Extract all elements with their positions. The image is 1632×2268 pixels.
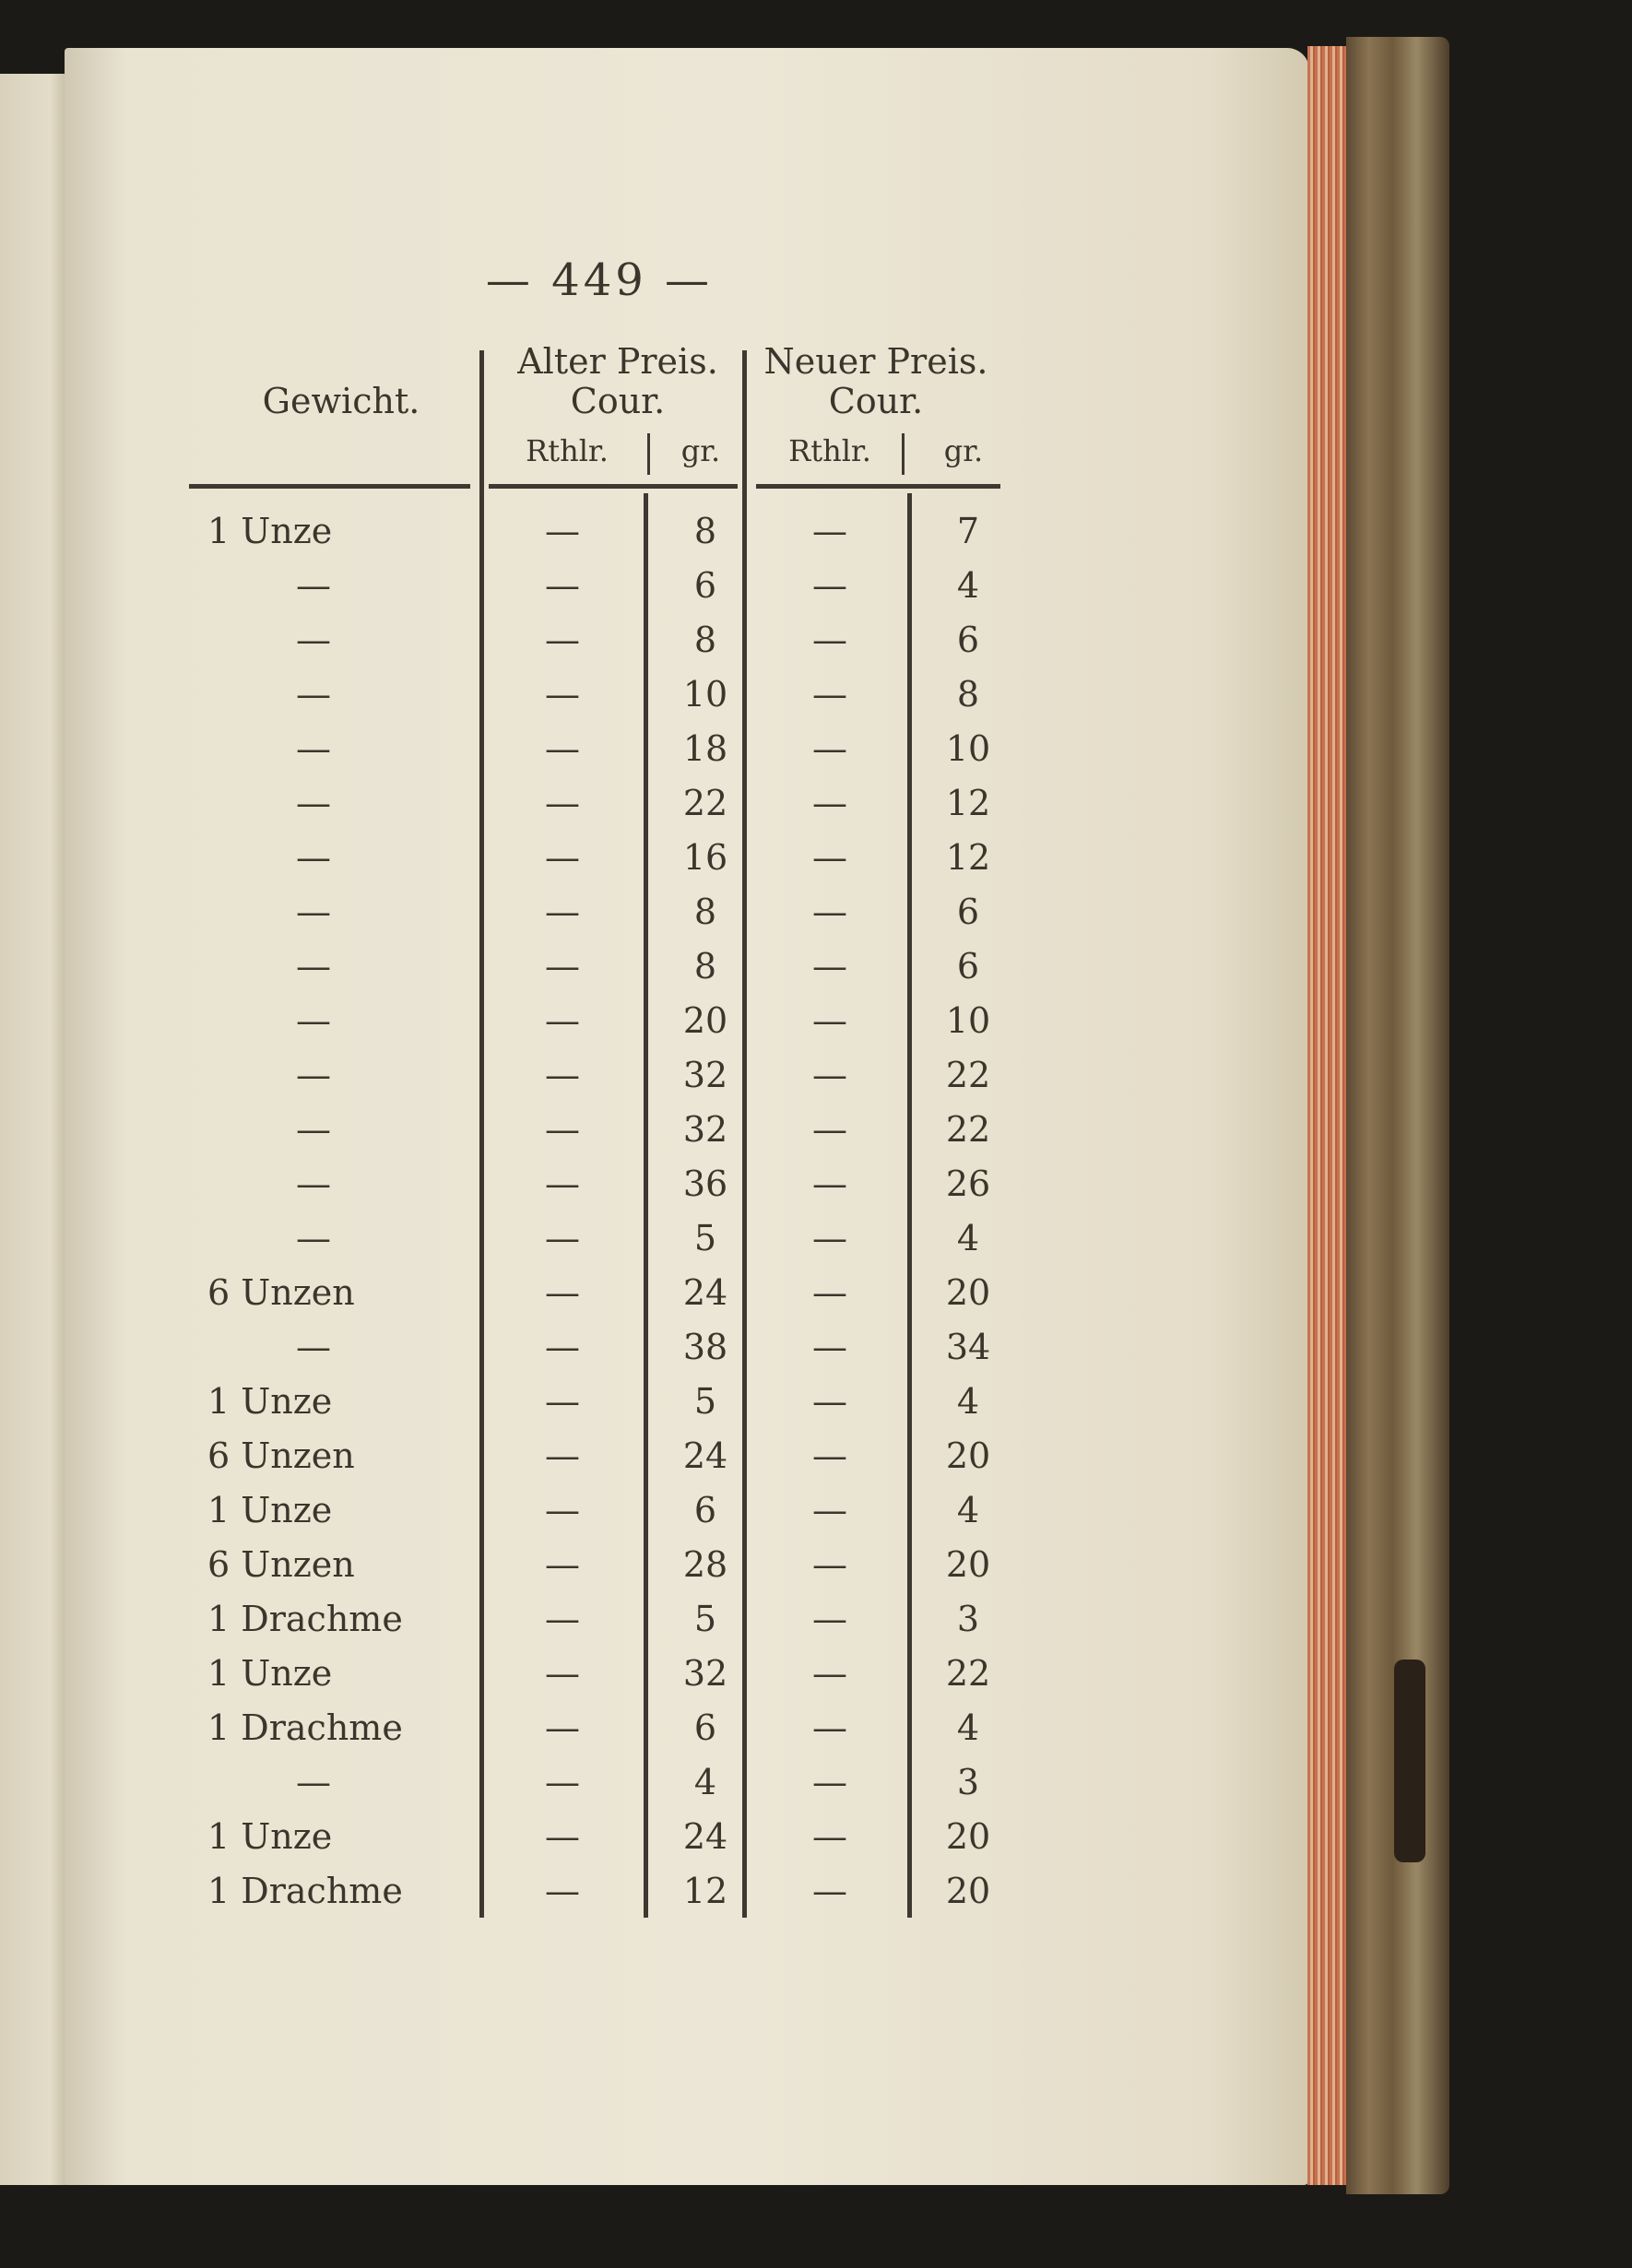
new-rthlr-cell: — [812,892,847,932]
weight-cell: 1 Unze [207,511,333,551]
old-gr-cell: 16 [682,837,728,878]
header-weight: Gewicht. [262,381,420,421]
new-rthlr-cell: — [812,1490,847,1530]
column-rule-old-sub [644,493,648,1918]
old-gr-cell: 6 [693,1707,717,1748]
old-rthlr-cell: — [545,1871,580,1911]
old-rthlr-cell: — [545,1109,580,1150]
old-gr-cell: 24 [682,1435,728,1476]
new-rthlr-cell: — [812,674,847,715]
old-rthlr-cell: — [545,1762,580,1802]
new-gr-cell: 22 [945,1653,991,1694]
old-rthlr-cell: — [545,1599,580,1639]
old-gr-cell: 36 [682,1164,728,1204]
new-rthlr-cell: — [812,1164,847,1204]
weight-cell: — [296,892,331,932]
old-gr-cell: 24 [682,1816,728,1857]
old-rthlr-cell: — [545,1055,580,1095]
header-new-gr: gr. [943,433,984,468]
old-rthlr-cell: — [545,783,580,823]
facing-page-edge [0,74,74,2185]
header-new-price: Neuer Preis. [763,341,988,382]
weight-cell: — [296,1000,331,1041]
page-number: — 449 — [485,254,714,306]
new-gr-cell: 3 [956,1762,980,1802]
old-gr-cell: 32 [682,1653,728,1694]
old-gr-cell: 18 [682,728,728,769]
new-gr-cell: 6 [956,892,980,932]
weight-cell: — [296,1218,331,1258]
new-rthlr-cell: — [812,1762,847,1802]
new-gr-cell: 4 [956,1490,980,1530]
header-old-currency: Cour. [570,381,666,421]
old-gr-cell: 8 [693,620,717,660]
weight-cell: — [296,1762,331,1802]
weight-cell: 1 Drachme [207,1599,403,1639]
new-rthlr-cell: — [812,1707,847,1748]
old-gr-cell: 5 [693,1381,717,1422]
weight-cell: — [296,1109,331,1150]
new-gr-cell: 10 [945,728,991,769]
header-rule-weight [189,484,470,489]
old-rthlr-cell: — [545,1653,580,1694]
new-gr-cell: 20 [945,1871,991,1911]
weight-cell: 1 Unze [207,1816,333,1857]
old-gr-cell: 12 [682,1871,728,1911]
old-rthlr-cell: — [545,620,580,660]
weight-cell: 6 Unzen [207,1544,355,1585]
new-rthlr-cell: — [812,1435,847,1476]
old-gr-cell: 4 [693,1762,717,1802]
new-rthlr-cell: — [812,565,847,606]
new-gr-cell: 22 [945,1055,991,1095]
old-gr-cell: 8 [693,511,717,551]
header-rule-old [489,484,738,489]
weight-cell: — [296,1164,331,1204]
new-rthlr-cell: — [812,1109,847,1150]
new-rthlr-cell: — [812,1327,847,1367]
old-rthlr-cell: — [545,674,580,715]
new-gr-cell: 26 [945,1164,991,1204]
old-rthlr-cell: — [545,1544,580,1585]
new-rthlr-cell: — [812,1871,847,1911]
new-gr-cell: 7 [956,511,980,551]
page-block-edge [1307,46,1346,2185]
header-rule-new [756,484,1000,489]
new-rthlr-cell: — [812,728,847,769]
new-rthlr-cell: — [812,1599,847,1639]
new-rthlr-cell: — [812,1544,847,1585]
weight-cell: 1 Drachme [207,1707,403,1748]
header-new-currency: Cour. [828,381,924,421]
old-gr-cell: 6 [693,565,717,606]
old-gr-cell: 22 [682,783,728,823]
new-gr-cell: 6 [956,946,980,986]
weight-cell: — [296,1327,331,1367]
new-gr-cell: 6 [956,620,980,660]
old-rthlr-cell: — [545,1435,580,1476]
new-gr-cell: 3 [956,1599,980,1639]
new-gr-cell: 22 [945,1109,991,1150]
weight-cell: 1 Unze [207,1381,333,1422]
old-rthlr-cell: — [545,728,580,769]
old-gr-cell: 32 [682,1055,728,1095]
header-new-rthlr: Rthlr. [788,433,871,468]
old-gr-cell: 32 [682,1109,728,1150]
new-rthlr-cell: — [812,783,847,823]
old-rthlr-cell: — [545,511,580,551]
new-gr-cell: 8 [956,674,980,715]
old-gr-cell: 20 [682,1000,728,1041]
new-rthlr-cell: — [812,1816,847,1857]
old-gr-cell: 8 [693,946,717,986]
new-gr-cell: 20 [945,1816,991,1857]
weight-cell: — [296,783,331,823]
new-gr-cell: 12 [945,837,991,878]
old-gr-cell: 6 [693,1490,717,1530]
new-gr-cell: 4 [956,1218,980,1258]
weight-cell: 6 Unzen [207,1272,355,1313]
header-old-rthlr: Rthlr. [526,433,609,468]
old-rthlr-cell: — [545,1816,580,1857]
old-gr-cell: 38 [682,1327,728,1367]
new-rthlr-cell: — [812,620,847,660]
weight-cell: 1 Unze [207,1653,333,1694]
weight-cell: — [296,837,331,878]
new-gr-cell: 20 [945,1272,991,1313]
cover-wear [1394,1660,1425,1862]
new-rthlr-cell: — [812,511,847,551]
old-gr-cell: 28 [682,1544,728,1585]
column-rule-new-sub-header [902,433,905,475]
weight-cell: — [296,728,331,769]
old-rthlr-cell: — [545,1164,580,1204]
old-rthlr-cell: — [545,1490,580,1530]
new-rthlr-cell: — [812,1218,847,1258]
old-rthlr-cell: — [545,1707,580,1748]
old-gr-cell: 24 [682,1272,728,1313]
new-rthlr-cell: — [812,1272,847,1313]
old-rthlr-cell: — [545,1000,580,1041]
old-rthlr-cell: — [545,1381,580,1422]
weight-cell: — [296,946,331,986]
new-rthlr-cell: — [812,1055,847,1095]
weight-cell: — [296,620,331,660]
weight-cell: — [296,1055,331,1095]
new-gr-cell: 4 [956,1707,980,1748]
old-rthlr-cell: — [545,946,580,986]
weight-cell: 1 Unze [207,1490,333,1530]
new-rthlr-cell: — [812,1653,847,1694]
old-rthlr-cell: — [545,1272,580,1313]
old-rthlr-cell: — [545,837,580,878]
old-gr-cell: 5 [693,1599,717,1639]
book-cover [1346,37,1449,2194]
new-gr-cell: 4 [956,1381,980,1422]
new-gr-cell: 20 [945,1544,991,1585]
new-rthlr-cell: — [812,837,847,878]
old-gr-cell: 5 [693,1218,717,1258]
weight-cell: — [296,674,331,715]
weight-cell: — [296,565,331,606]
new-gr-cell: 20 [945,1435,991,1476]
header-old-gr: gr. [680,433,721,468]
new-gr-cell: 34 [945,1327,991,1367]
new-gr-cell: 12 [945,783,991,823]
column-rule-old-sub-header [647,433,650,475]
new-rthlr-cell: — [812,1000,847,1041]
old-rthlr-cell: — [545,892,580,932]
old-rthlr-cell: — [545,1218,580,1258]
new-gr-cell: 4 [956,565,980,606]
old-rthlr-cell: — [545,1327,580,1367]
weight-cell: 1 Drachme [207,1871,403,1911]
new-gr-cell: 10 [945,1000,991,1041]
new-rthlr-cell: — [812,946,847,986]
weight-cell: 6 Unzen [207,1435,355,1476]
old-gr-cell: 10 [682,674,728,715]
old-gr-cell: 8 [693,892,717,932]
column-rule-new-sub [907,493,912,1918]
header-old-price: Alter Preis. [517,341,718,382]
old-rthlr-cell: — [545,565,580,606]
new-rthlr-cell: — [812,1381,847,1422]
